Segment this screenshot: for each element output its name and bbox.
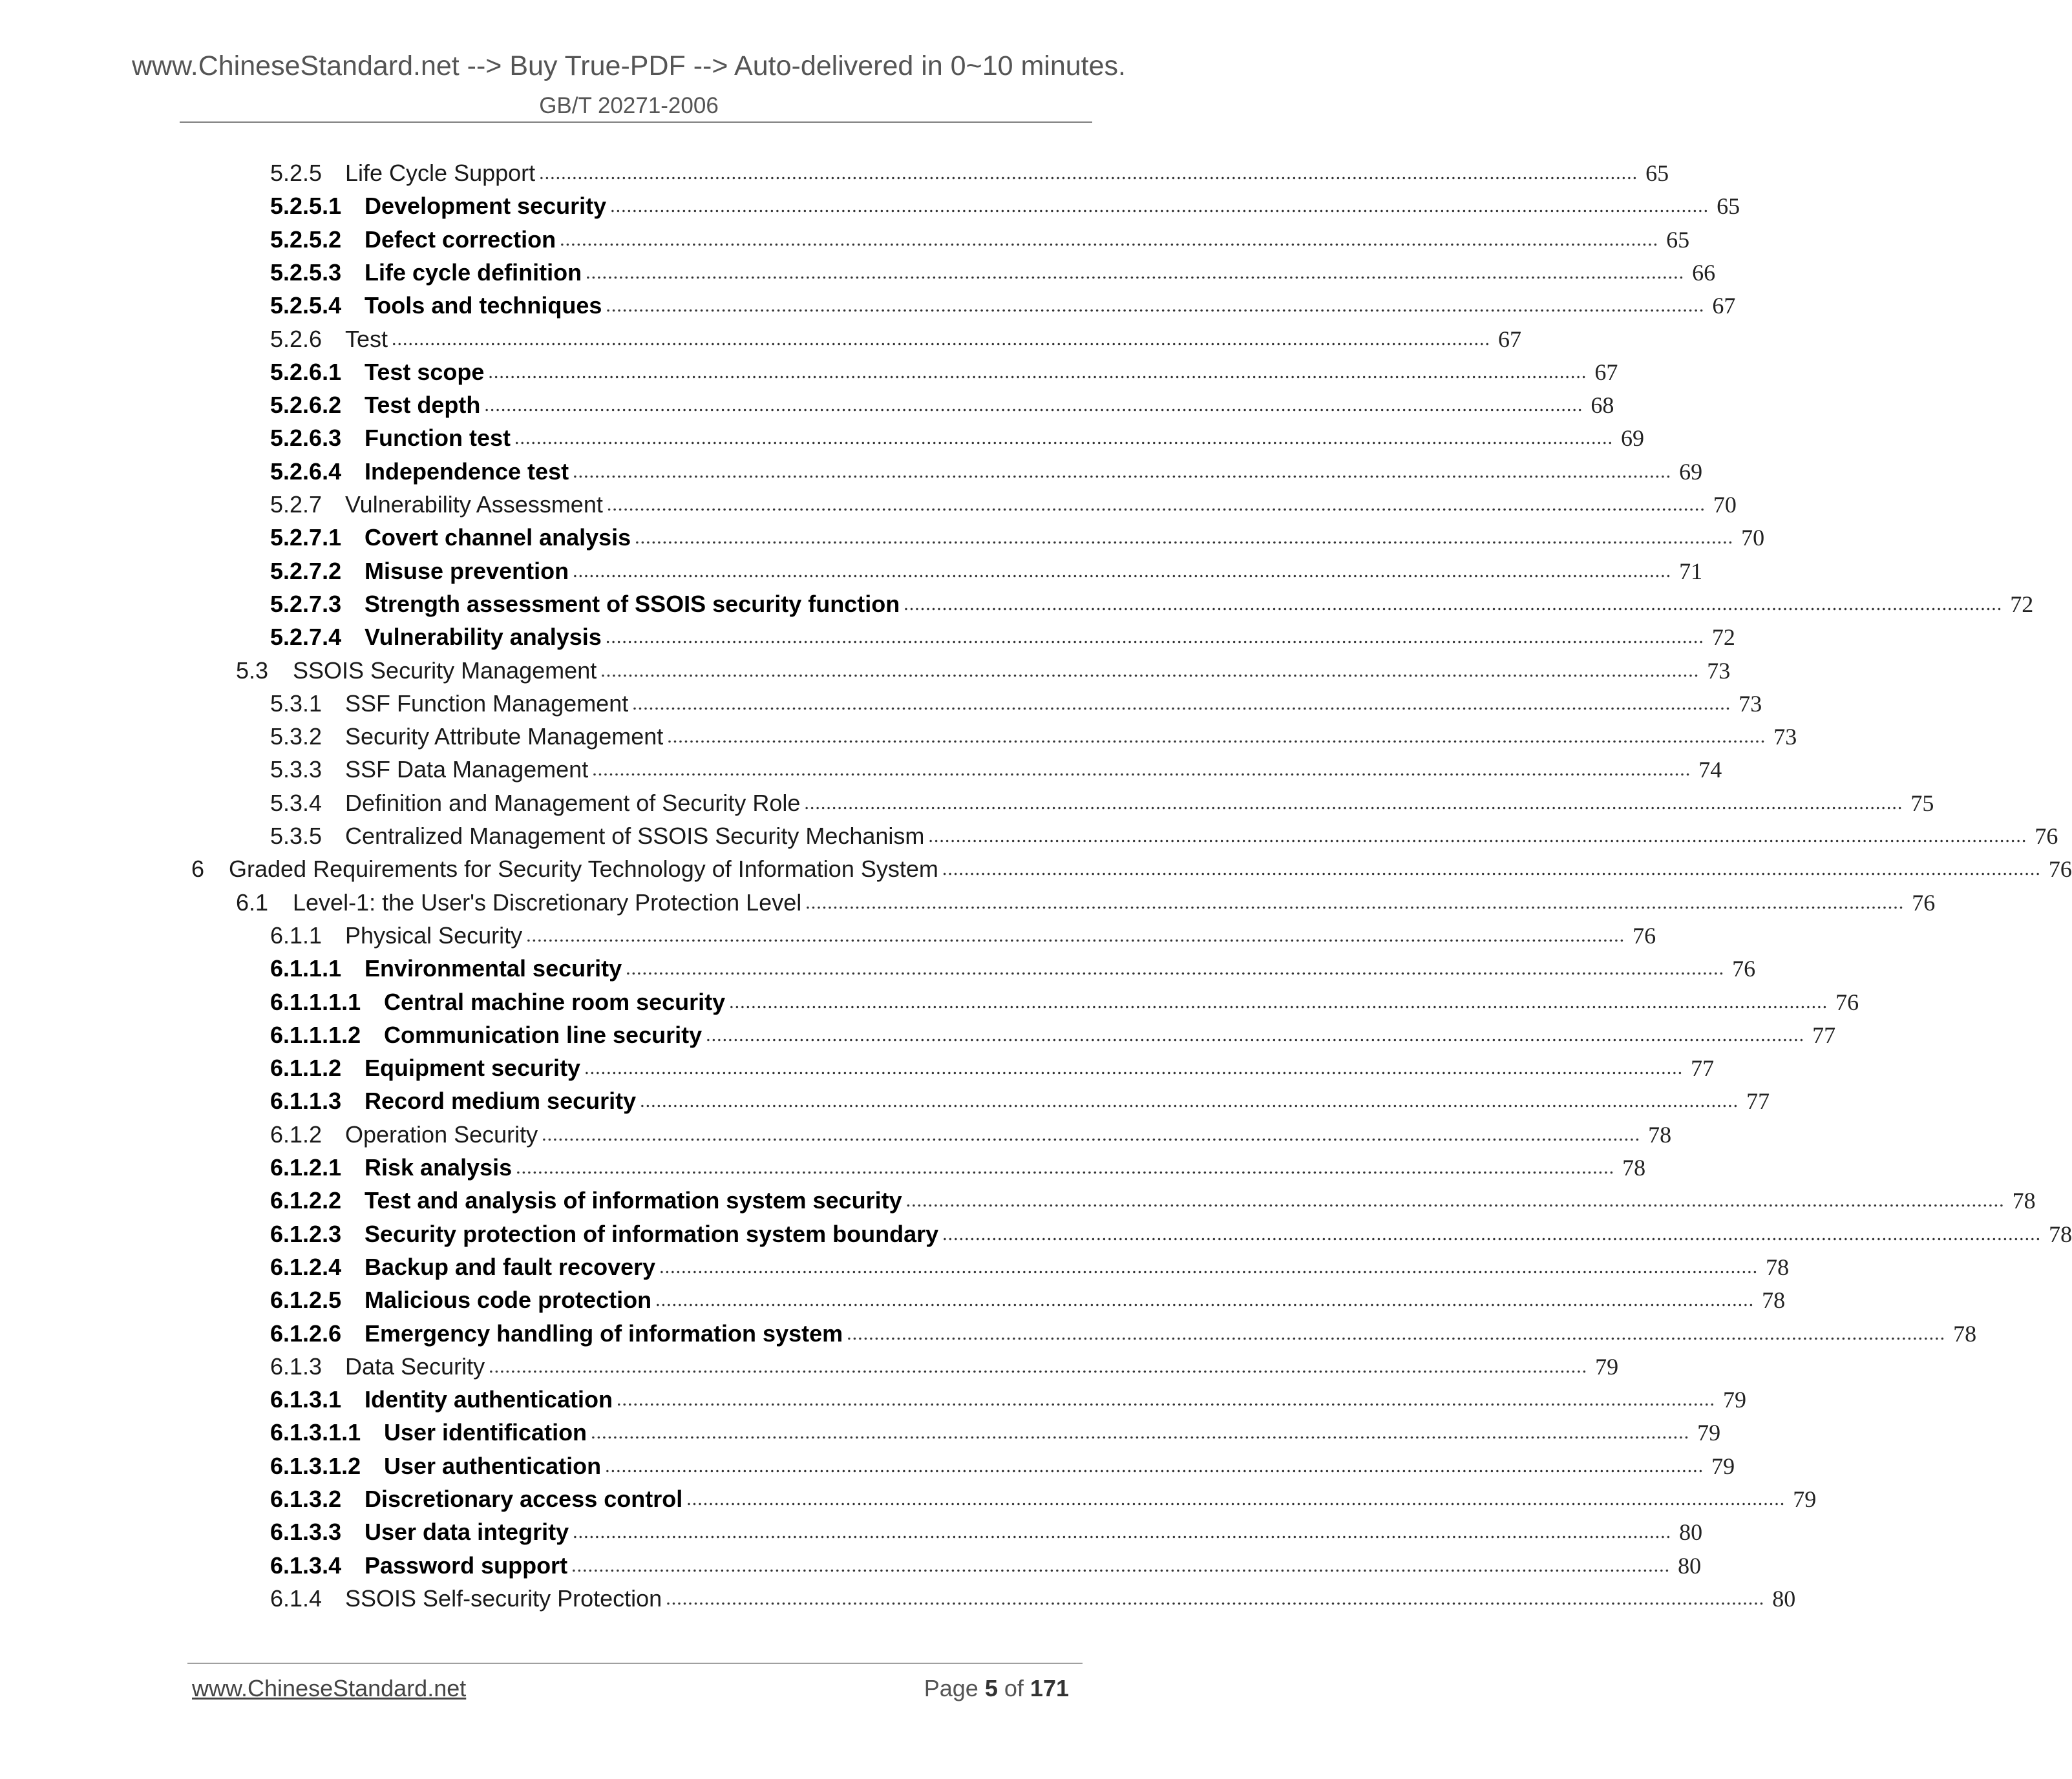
footer-site-link[interactable]: www.ChineseStandard.net	[192, 1675, 467, 1701]
toc-dot-leader: ........................................................................................................................................................................................................	[942, 1223, 2042, 1245]
header-banner: www.ChineseStandard.net --> Buy True-PDF --> Auto-delivered in 0~10 minutes.	[131, 50, 1126, 81]
toc-entry-page: 76	[2048, 856, 2072, 882]
toc-entry-number: 5.2.6.3	[270, 425, 342, 451]
toc-entry-title: Covert channel analysis	[365, 524, 631, 551]
toc-entry[interactable]	[270, 253, 1716, 287]
toc-entry-page: 65	[1666, 227, 1690, 253]
toc-entry-page: 69	[1620, 425, 1644, 451]
toc-dot-leader: ........................................................................................................................................................................................................	[655, 1289, 1755, 1311]
toc-entry-title: Misuse prevention	[365, 558, 569, 584]
toc-dot-leader: ........................................................................................................................................................................................................	[729, 991, 1828, 1013]
toc-dot-leader: ........................................................................................................................................................................................................	[632, 693, 1731, 714]
toc-entry[interactable]	[270, 419, 1644, 452]
toc-entry-page: 68	[1591, 392, 1614, 418]
toc-entry[interactable]	[270, 1314, 1977, 1348]
toc-entry[interactable]	[270, 1413, 1721, 1447]
footer-divider	[187, 1663, 1083, 1664]
toc-entry-title: Malicious code protection	[365, 1287, 652, 1313]
toc-entry-title: Vulnerability analysis	[365, 624, 602, 650]
toc-entry-page: 73	[1739, 691, 1762, 717]
toc-entry-page: 78	[1648, 1122, 1672, 1148]
toc-entry-number: 6	[191, 856, 205, 882]
toc-dot-leader: ........................................................................................................................................................................................................	[489, 1356, 1588, 1377]
toc-dot-leader: ........................................................................................................................................................................................................	[942, 858, 2041, 879]
toc-dot-leader: ........................................................................................................................................................................................................	[804, 792, 1903, 814]
toc-entry[interactable]	[270, 817, 2058, 850]
toc-entry-title: SSF Data Management	[345, 756, 589, 783]
toc-dot-leader: ........................................................................................................................................................................................................	[514, 427, 1613, 448]
toc-dot-leader: ........................................................................................................................................................................................................	[626, 958, 1725, 979]
toc-entry-number: 5.2.7	[270, 491, 322, 518]
toc-entry-page: 72	[1711, 624, 1735, 650]
toc-entry-page: 67	[1594, 359, 1618, 385]
toc-entry-title: Tools and techniques	[365, 292, 602, 319]
toc-dot-leader: ........................................................................................................................................................................................................	[605, 626, 1704, 647]
toc-entry-title: Backup and fault recovery	[365, 1254, 656, 1280]
toc-entry-number: 5.3.2	[270, 723, 322, 750]
toc-entry-title: User identification	[384, 1419, 587, 1446]
toc-entry[interactable]	[270, 386, 1614, 419]
toc-entry-page: 78	[1622, 1155, 1646, 1181]
toc-dot-leader: ........................................................................................................................................................................................................	[392, 328, 1491, 350]
toc-entry-page: 78	[1762, 1287, 1786, 1313]
toc-entry-page: 80	[1772, 1586, 1796, 1612]
toc-dot-leader: ........................................................................................................................................................................................................	[635, 527, 1734, 548]
toc-entry-number: 5.2.5.3	[270, 259, 342, 286]
toc-entry[interactable]	[270, 1447, 1735, 1480]
toc-dot-leader: ........................................................................................................................................................................................................	[605, 1455, 1704, 1477]
toc-entry-page: 77	[1812, 1022, 1836, 1048]
toc-entry-number: 5.3	[236, 657, 269, 684]
toc-entry[interactable]	[270, 717, 1797, 751]
toc-entry-page: 73	[1773, 724, 1797, 750]
toc-entry-page: 76	[1912, 890, 1936, 916]
toc-entry[interactable]	[270, 1115, 1672, 1149]
toc-entry-page: 80	[1679, 1519, 1703, 1545]
toc-entry-title: SSOIS Security Management	[293, 657, 597, 684]
toc-dot-leader: ........................................................................................................................................................................................................	[586, 262, 1685, 283]
toc-dot-leader: ........................................................................................................................................................................................................	[904, 593, 2003, 615]
toc-entry[interactable]	[191, 850, 2072, 883]
toc-entry-number: 6.1.2	[270, 1121, 322, 1148]
toc-entry[interactable]	[270, 452, 1703, 486]
toc-entry[interactable]	[270, 187, 1740, 220]
toc-entry-page: 76	[1732, 956, 1756, 982]
toc-entry-title: SSF Function Management	[345, 690, 629, 717]
toc-entry-number: 6.1.2.2	[270, 1187, 342, 1214]
toc-entry-number: 5.2.5.1	[270, 193, 342, 219]
toc-entry-page: 78	[1766, 1254, 1790, 1280]
toc-entry-title: Strength assessment of SSOIS security function	[365, 591, 900, 617]
toc-entry-number: 5.2.5.2	[270, 226, 342, 253]
toc-entry-title: Life cycle definition	[365, 259, 582, 286]
toc-entry-number: 6.1.1	[270, 922, 322, 949]
toc-entry[interactable]	[270, 1579, 1796, 1613]
toc-entry[interactable]	[270, 286, 1736, 320]
toc-entry-title: Centralized Management of SSOIS Security Mechanism	[345, 823, 925, 849]
toc-dot-leader: ........................................................................................................................................................................................................	[573, 560, 1672, 582]
toc-dot-leader: ........................................................................................................................................................................................................	[573, 1521, 1672, 1542]
document-code: GB/T 20271-2006	[539, 93, 719, 118]
toc-entry[interactable]	[270, 518, 1765, 552]
toc-entry-number: 5.3.3	[270, 756, 322, 783]
toc-dot-leader: ........................................................................................................................................................................................................	[600, 660, 1700, 681]
toc-entry-number: 5.2.7.1	[270, 524, 342, 551]
toc-dot-leader: ........................................................................................................................................................................................................	[539, 162, 1638, 184]
toc-dot-leader: ........................................................................................................................................................................................................	[584, 1057, 1684, 1079]
toc-entry-number: 5.3.1	[270, 690, 322, 717]
toc-entry[interactable]	[270, 552, 1703, 585]
toc-entry-page: 79	[1793, 1486, 1817, 1512]
toc-entry-number: 6.1	[236, 889, 269, 916]
toc-entry-number: 6.1.1.3	[270, 1088, 342, 1114]
toc-entry-number: 5.3.5	[270, 823, 322, 849]
toc-dot-leader: ........................................................................................................................................................................................................	[640, 1090, 1739, 1111]
toc-dot-leader: ........................................................................................................................................................................................................	[516, 1157, 1615, 1178]
toc-entry-number: 5.2.7.2	[270, 558, 342, 584]
header-divider	[180, 121, 1092, 123]
toc-entry-title: Security Attribute Management	[345, 723, 664, 750]
toc-entry[interactable]	[270, 154, 1669, 187]
toc-entry-number: 6.1.3	[270, 1353, 322, 1380]
toc-entry-number: 6.1.3.1.1	[270, 1419, 361, 1446]
toc-entry-number: 6.1.3.1	[270, 1386, 342, 1413]
toc-entry-page: 80	[1678, 1553, 1702, 1579]
toc-entry-page: 78	[2049, 1221, 2072, 1247]
toc-entry-title: Environmental security	[365, 955, 622, 982]
toc-entry[interactable]	[270, 320, 1522, 353]
toc-entry-page: 69	[1679, 459, 1703, 485]
toc-entry-title: Graded Requirements for Security Technology of Information System	[229, 856, 938, 882]
toc-entry-page: 67	[1712, 293, 1736, 319]
toc-entry[interactable]	[236, 651, 1731, 685]
toc-dot-leader: ........................................................................................................................................................................................................	[484, 394, 1583, 416]
toc-entry-title: Definition and Management of Security Role	[345, 790, 801, 816]
toc-entry-page: 79	[1711, 1453, 1735, 1479]
toc-dot-leader: ........................................................................................................................................................................................................	[610, 195, 1709, 216]
toc-entry-page: 66	[1692, 260, 1716, 286]
toc-entry-page: 78	[1953, 1321, 1977, 1347]
toc-entry[interactable]	[270, 485, 1737, 519]
toc-entry-number: 6.1.3.2	[270, 1486, 342, 1512]
toc-dot-leader: ........................................................................................................................................................................................................	[706, 1024, 1805, 1046]
toc-dot-leader: ........................................................................................................................................................................................................	[905, 1190, 2005, 1211]
toc-entry[interactable]	[270, 618, 1735, 651]
toc-dot-leader: ........................................................................................................................................................................................................	[591, 1422, 1690, 1443]
toc-entry-title: Password support	[365, 1552, 568, 1579]
toc-entry-title: User authentication	[384, 1453, 602, 1479]
toc-entry[interactable]	[270, 1148, 1646, 1182]
toc-entry-page: 70	[1741, 525, 1765, 551]
toc-entry-page: 65	[1717, 193, 1740, 219]
toc-entry[interactable]	[270, 1347, 1619, 1381]
toc-entry[interactable]	[270, 684, 1762, 718]
toc-entry-title: Test and analysis of information system security	[365, 1187, 902, 1214]
toc-entry-title: Independence test	[365, 458, 569, 485]
toc-entry[interactable]	[270, 1016, 1836, 1049]
toc-entry-title: Central machine room security	[384, 989, 726, 1015]
toc-entry-number: 6.1.4	[270, 1585, 322, 1612]
toc-entry-page: 74	[1698, 757, 1722, 783]
toc-entry[interactable]	[270, 949, 1756, 983]
toc-entry[interactable]	[270, 1480, 1817, 1513]
toc-entry[interactable]	[270, 983, 1859, 1016]
toc-entry-title: Level-1: the User's Discretionary Protection Level	[293, 889, 802, 916]
toc-entry-title: Test scope	[365, 359, 485, 385]
page-prefix: Page	[924, 1675, 978, 1701]
toc-entry-page: 67	[1498, 326, 1522, 352]
toc-dot-leader: ........................................................................................................................................................................................................	[606, 295, 1705, 316]
toc-entry-page: 71	[1679, 558, 1703, 584]
toc-dot-leader: ........................................................................................................................................................................................................	[573, 461, 1672, 482]
toc-entry[interactable]	[270, 220, 1690, 254]
toc-entry-page: 77	[1746, 1088, 1770, 1114]
toc-entry-number: 6.1.1.1	[270, 955, 342, 982]
toc-entry[interactable]	[270, 1248, 1790, 1281]
toc-entry[interactable]	[270, 750, 1722, 784]
toc-dot-leader: ........................................................................................................................................................................................................	[617, 1389, 1716, 1410]
toc-entry[interactable]	[270, 916, 1656, 950]
toc-dot-leader: ........................................................................................................................................................................................................	[659, 1256, 1759, 1278]
toc-entry-page: 76	[1633, 923, 1656, 949]
toc-entry-title: Test	[345, 326, 388, 352]
toc-entry-number: 6.1.1.1.1	[270, 989, 361, 1015]
toc-dot-leader: ........................................................................................................................................................................................................	[667, 726, 1766, 747]
toc-entry-number: 5.2.7.4	[270, 624, 342, 650]
toc-entry-number: 5.2.6.1	[270, 359, 342, 385]
toc-entry-title: Record medium security	[365, 1088, 637, 1114]
toc-dot-leader: ........................................................................................................................................................................................................	[666, 1588, 1765, 1609]
toc-entry[interactable]	[270, 1546, 1702, 1580]
toc-dot-leader: ........................................................................................................................................................................................................	[805, 892, 1905, 913]
toc-entry-title: Development security	[365, 193, 607, 219]
toc-entry-title: Life Cycle Support	[345, 160, 536, 186]
toc-entry-number: 6.1.2.1	[270, 1154, 342, 1181]
toc-entry-title: Operation Security	[345, 1121, 538, 1148]
toc-entry-number: 5.2.6	[270, 326, 322, 352]
toc-dot-leader: ........................................................................................................................................................................................................	[526, 925, 1625, 946]
page-indicator	[924, 1675, 1069, 1702]
toc-entry[interactable]	[270, 1049, 1715, 1082]
toc-entry-page: 79	[1697, 1420, 1721, 1446]
toc-entry-number: 6.1.3.3	[270, 1519, 342, 1545]
toc-entry-title: Risk analysis	[365, 1154, 513, 1181]
toc-dot-leader: ........................................................................................................................................................................................................	[560, 229, 1659, 250]
toc-entry-number: 6.1.3.1.2	[270, 1453, 361, 1479]
toc-entry-page: 79	[1595, 1354, 1619, 1380]
toc-entry-number: 6.1.2.5	[270, 1287, 342, 1313]
toc-entry-number: 6.1.1.2	[270, 1055, 342, 1081]
toc-entry-page: 70	[1713, 492, 1737, 518]
toc-entry-page: 76	[1835, 989, 1859, 1015]
toc-entry-title: User data integrity	[365, 1519, 569, 1545]
toc-entry[interactable]	[270, 353, 1618, 386]
toc-entry[interactable]	[270, 1082, 1770, 1115]
toc-entry-number: 6.1.2.3	[270, 1221, 342, 1247]
toc-entry-number: 5.2.5.4	[270, 292, 342, 319]
toc-dot-leader: ........................................................................................................................................................................................................	[847, 1323, 1946, 1344]
toc-entry[interactable]	[236, 883, 1936, 917]
toc-entry[interactable]	[270, 784, 1934, 817]
toc-dot-leader: ........................................................................................................................................................................................................	[488, 361, 1587, 383]
toc-entry-number: 6.1.2.4	[270, 1254, 342, 1280]
toc-entry[interactable]	[270, 585, 2034, 618]
page-of: of	[1004, 1675, 1024, 1701]
toc-entry-title: Communication line security	[384, 1022, 703, 1048]
toc-entry-number: 6.1.1.1.2	[270, 1022, 361, 1048]
toc-entry[interactable]	[270, 1181, 2036, 1215]
toc-dot-leader: ........................................................................................................................................................................................................	[686, 1488, 1786, 1510]
toc-dot-leader: ........................................................................................................................................................................................................	[606, 494, 1706, 515]
toc-entry-number: 5.2.7.3	[270, 591, 342, 617]
toc-entry-title: Discretionary access control	[365, 1486, 683, 1512]
toc-entry-title: SSOIS Self-security Protection	[345, 1585, 662, 1612]
toc-entry-title: Security protection of information system boundary	[365, 1221, 939, 1247]
toc-dot-leader: ........................................................................................................................................................................................................	[571, 1555, 1671, 1576]
toc-entry-title: Defect correction	[365, 226, 556, 253]
toc-entry-page: 72	[2010, 591, 2034, 617]
toc-entry-title: Equipment security	[365, 1055, 581, 1081]
toc-entry-number: 6.1.2.6	[270, 1320, 342, 1347]
toc-entry-page: 65	[1645, 160, 1669, 186]
page-total: 171	[1030, 1675, 1069, 1701]
toc-entry-title: Function test	[365, 425, 511, 451]
toc-entry-number: 5.3.4	[270, 790, 322, 816]
toc-entry[interactable]	[270, 1281, 1786, 1314]
toc-entry[interactable]	[270, 1513, 1703, 1546]
toc-dot-leader: ........................................................................................................................................................................................................	[928, 825, 2027, 847]
toc-entry-number: 5.2.6.4	[270, 458, 342, 485]
toc-entry-page: 79	[1723, 1387, 1747, 1413]
toc-entry-title: Vulnerability Assessment	[345, 491, 603, 518]
toc-entry[interactable]	[270, 1215, 2072, 1248]
toc-entry-page: 73	[1707, 658, 1731, 684]
toc-entry-title: Physical Security	[345, 922, 523, 949]
toc-entry-title: Test depth	[365, 392, 481, 418]
toc-entry-page: 75	[1910, 790, 1934, 816]
toc-entry-page: 77	[1691, 1055, 1715, 1081]
toc-entry-title: Data Security	[345, 1353, 485, 1380]
toc-entry-title: Identity authentication	[365, 1386, 613, 1413]
page-current: 5	[984, 1675, 998, 1701]
toc-entry-number: 5.2.5	[270, 160, 322, 186]
toc-entry-page: 78	[2012, 1188, 2036, 1214]
toc-entry[interactable]	[270, 1380, 1747, 1414]
toc-dot-leader: ........................................................................................................................................................................................................	[542, 1124, 1641, 1145]
toc-entry-title: Emergency handling of information system	[365, 1320, 843, 1347]
toc-entry-page: 76	[2035, 823, 2058, 849]
toc-dot-leader: ........................................................................................................................................................................................................	[592, 759, 1691, 780]
toc-entry-number: 6.1.3.4	[270, 1552, 342, 1579]
toc-entry-number: 5.2.6.2	[270, 392, 342, 418]
